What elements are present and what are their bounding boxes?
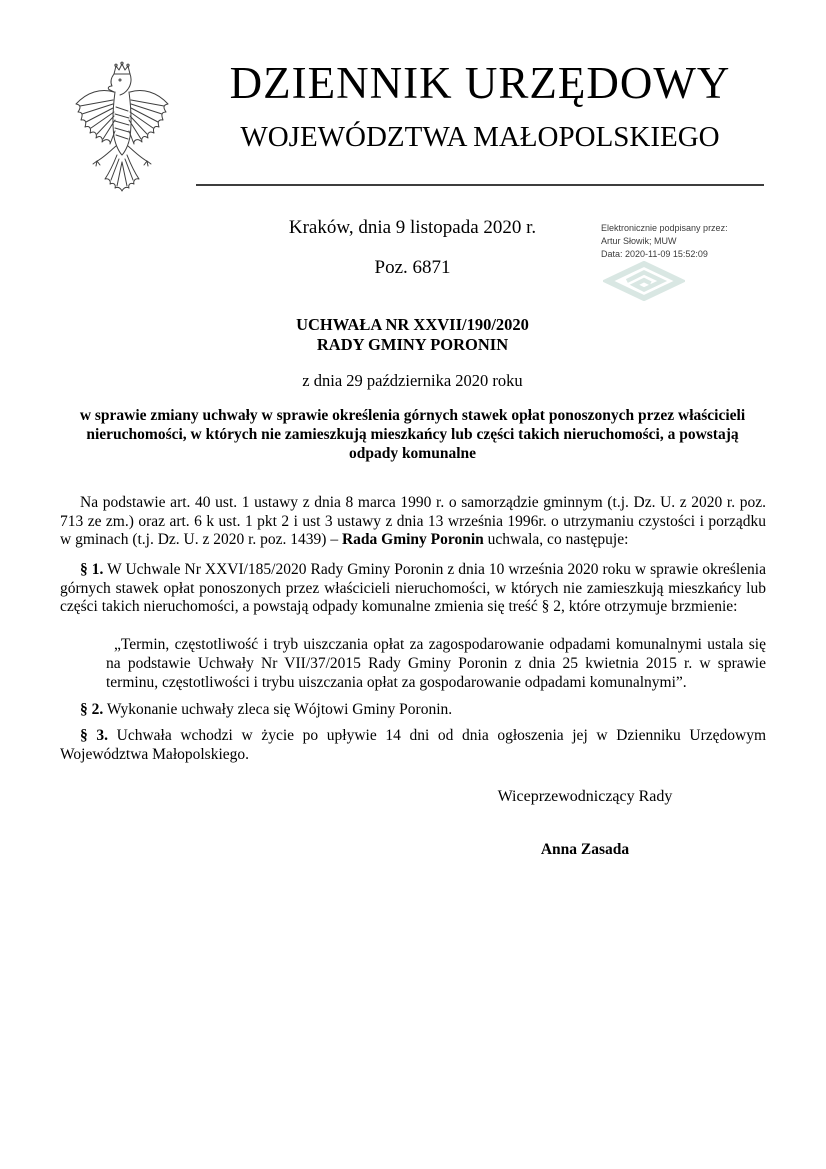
polish-eagle-emblem-icon (67, 61, 177, 196)
esignature-line1: Elektronicznie podpisany przez: (601, 223, 728, 233)
section-2-paragraph (60, 701, 766, 720)
section-1-paragraph (60, 561, 766, 617)
section-2-label: § 2. (80, 701, 104, 718)
place-date: Kraków, dnia 9 listopada 2020 r. (288, 217, 537, 238)
masthead-divider (196, 184, 764, 186)
signatory-name: Anna Zasada (540, 841, 630, 858)
position-number: Poz. 6871 (374, 257, 451, 278)
section-3-paragraph (60, 727, 766, 764)
esignature-line2: Artur Słowik; MUW (601, 236, 677, 246)
section-1-label: § 1. (80, 561, 104, 578)
preamble-council-name: Rada Gminy Poronin (341, 531, 484, 549)
signatory-role: Wiceprzewodniczący Rady (497, 788, 673, 805)
journal-subtitle: WOJEWÓDZTWA MAŁOPOLSKIEGO (240, 121, 720, 153)
resolution-authority: RADY GMINY PORONIN (316, 334, 509, 354)
preamble-text-1: Na podstawie art. 40 ust. 1 ustawy z dnia 8 marca 1990 r. o samorządzie gminnym (t.j. Dz. U. z 2020 r. poz. 713 ze zm.) oraz art. 6 k ust. 1 pkt 2 i ust 3 ustawy z dnia 13 września 1996r. o utrzymaniu czystości i porządku w gminach (t.j. Dz. U. z 2020 r. poz. 1439) – (60, 494, 766, 549)
resolution-date: z dnia 29 października 2020 roku (302, 371, 523, 390)
resolution-number: UCHWAŁA NR XXVII/190/2020 (296, 315, 529, 334)
esignature-block (601, 222, 786, 261)
section-1-text: W Uchwale Nr XXVI/185/2020 Rady Gminy Poronin z dnia 10 września 2020 roku w sprawie określenia górnych stawek opłat ponoszonych przez właścicieli nieruchomości, w których nie zamieszkują mieszkańcy lub części takich nieruchomości, a powstają odpady komunalne zmienia się treść § 2, które otrzymuje brzmienie: (60, 561, 766, 616)
esignature-line3: Data: 2020-11-09 15:52:09 (601, 249, 708, 259)
esignature-seal-icon (603, 261, 685, 301)
preamble-text-2: uchwala, co następuje: (483, 531, 629, 549)
section-3-label: § 3. (80, 727, 109, 744)
preamble-paragraph (60, 494, 766, 550)
resolution-subject: w sprawie zmiany uchwały w sprawie określenia górnych stawek opłat ponoszonych przez właścicieli nieruchomości, w których nie zamieszkują mieszkańcy lub części takich nieruchomości, a powstają odpady komunalne (79, 407, 746, 462)
quoted-provision: „Termin, częstotliwość i tryb uiszczania opłat za zagospodarowanie odpadami komunalnymi ustala się na podstawie Uchwały Nr VII/37/2015 Rady Gminy Poronin z dnia 25 kwietnia 2015 r. w sprawie terminu, częstotliwości i trybu uiszczania opłat za gospodarowanie odpadami komunalnymi”. (106, 636, 766, 691)
resolution-title (60, 315, 765, 354)
section-2-text: Wykonanie uchwały zleca się Wójtowi Gminy Poronin. (103, 701, 453, 718)
section-3-text: Uchwała wchodzi w życie po upływie 14 dni od dnia ogłoszenia jej w Dzienniku Urzędowym Województwa Małopolskiego. (60, 727, 767, 763)
journal-title: DZIENNIK URZĘDOWY (229, 58, 731, 108)
